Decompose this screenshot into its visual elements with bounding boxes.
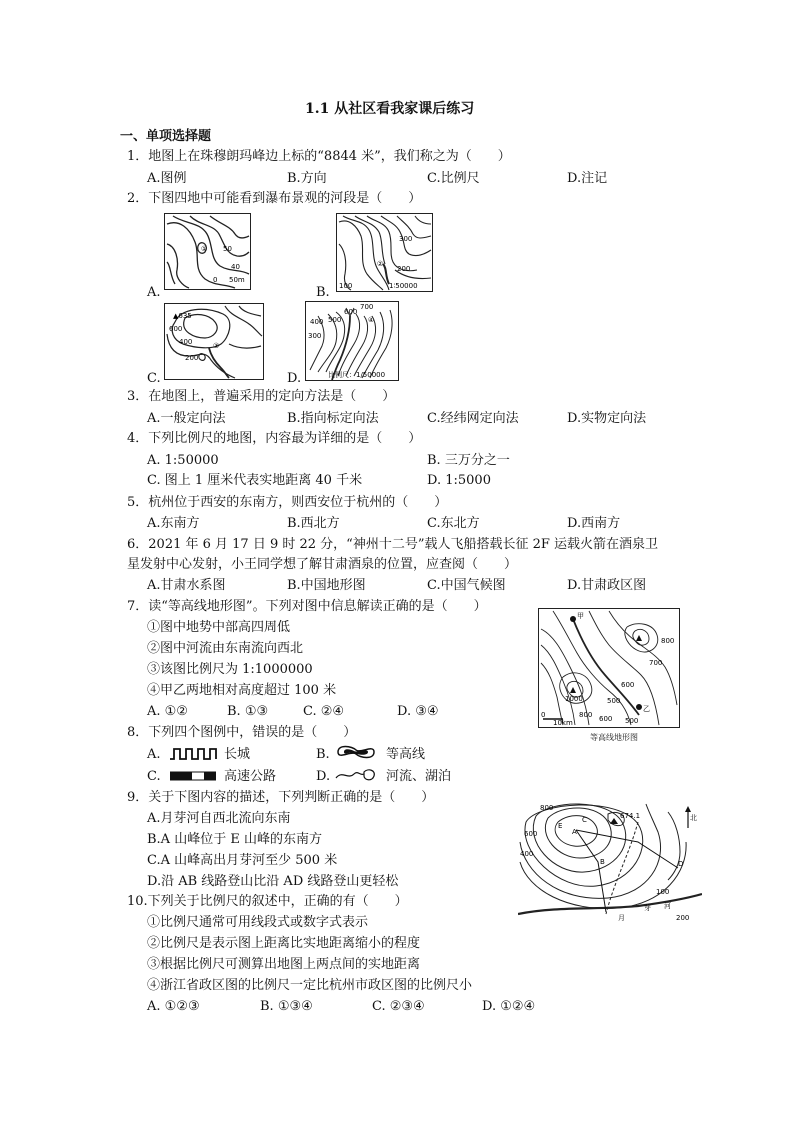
- question-7-stem: 7．读“等高线地形图”。下列对图中信息解读正确的是（ ）: [127, 599, 487, 614]
- q7-point-jia: [570, 616, 576, 622]
- q4-option-c[interactable]: C. 图上 1 厘米代表实地距离 40 千米: [147, 473, 363, 488]
- q9-label-400: 400: [520, 850, 534, 858]
- q6-option-d[interactable]: D.甘肃政区图: [567, 578, 647, 593]
- map-b-mark: ②: [377, 260, 384, 268]
- question-6-stem-line1: 6．2021 年 6 月 17 日 9 时 22 分，“神州十二号”载人飞船搭载长征 2F 运载火箭在酒泉卫: [127, 537, 659, 552]
- map-d-label-700: 700: [360, 303, 374, 311]
- q7-peak-triangle-1: [636, 635, 642, 641]
- q7-label-700: 700: [649, 659, 663, 667]
- q7-option-d[interactable]: D. ③④: [397, 704, 439, 719]
- question-10-stem: 10.下列关于比例尺的叙述中，正确的有（ ）: [127, 894, 408, 909]
- q5-option-c[interactable]: C.东北方: [427, 516, 480, 531]
- q10-option-b[interactable]: B. ①③④: [260, 999, 313, 1014]
- q10-item-1: ①比例尺通常可用线段式或数字式表示: [147, 915, 369, 930]
- question-9-stem: 9．关于下图内容的描述，下列判断正确的是（ ）: [127, 790, 435, 805]
- q9-label-100: 100: [656, 888, 670, 896]
- q9-option-a[interactable]: A.月芽河自西北流向东南: [147, 811, 291, 826]
- q7-option-b[interactable]: B. ①③: [227, 704, 269, 719]
- map-a-label-40: 40: [231, 263, 240, 271]
- q7-contour-map: [538, 608, 680, 728]
- q10-option-d[interactable]: D. ①②④: [482, 999, 536, 1014]
- q3-option-a[interactable]: A.一般定向法: [147, 411, 226, 426]
- q8-a-text: 长城: [224, 747, 251, 762]
- q10-item-3: ③根据比例尺可测算出地图上两点间的实地距离: [147, 957, 421, 972]
- contour-map-d: [305, 301, 399, 381]
- q7-option-c[interactable]: C. ②④: [303, 704, 345, 719]
- q8-option-a[interactable]: A.: [147, 747, 161, 762]
- map-c-mark: ③: [213, 342, 220, 350]
- q10-item-4: ④浙江省政区图的比例尺一定比杭州市政区图的比例尺小: [147, 978, 473, 993]
- q9-option-b[interactable]: B.A 山峰位于 E 山峰的东南方: [147, 832, 322, 847]
- q3-option-d[interactable]: D.实物定向法: [567, 411, 647, 426]
- map-c-label-635: ▲635: [173, 312, 192, 320]
- q6-option-b[interactable]: B.中国地形图: [287, 578, 366, 593]
- q8-option-b[interactable]: B.: [316, 747, 330, 762]
- q7-scale-10km: 10km: [553, 719, 573, 727]
- q7-label-500b: 500: [625, 717, 639, 725]
- map-d-label-600: 600: [344, 308, 358, 316]
- q8-c-text: 高速公路: [224, 769, 277, 784]
- highway-symbol: [170, 771, 216, 781]
- map-d-mark: ④: [368, 316, 375, 324]
- q3-option-c[interactable]: C.经纬网定向法: [427, 411, 519, 426]
- map-d-label-300: 300: [308, 332, 322, 340]
- q8-b-text: 等高线: [386, 747, 426, 762]
- river-lake-symbol: [334, 766, 378, 784]
- q1-option-c[interactable]: C.比例尺: [427, 171, 480, 186]
- map-a-mark: ①: [201, 245, 208, 253]
- q7-label-1000: 1000: [565, 695, 583, 703]
- map-b-label-100: 100: [339, 282, 353, 290]
- q9-route-ad: [576, 830, 678, 868]
- question-8-stem: 8．下列四个图例中，错误的是（ ）: [127, 725, 357, 740]
- q9-label-b: B: [600, 858, 605, 866]
- q7-map-caption: 等高线地形图: [590, 733, 638, 742]
- q1-option-b[interactable]: B.方向: [287, 171, 327, 186]
- q5-option-a[interactable]: A.东南方: [147, 516, 200, 531]
- question-3-stem: 3．在地图上，普遍采用的定向方法是（ ）: [127, 389, 396, 404]
- q7-label-600: 600: [621, 681, 635, 689]
- q1-option-d[interactable]: D.注记: [567, 171, 608, 186]
- q7-item-1: ①图中地势中部高四周低: [147, 620, 291, 635]
- map-a-label-0: 0: [213, 276, 218, 284]
- map-a-label-50: 50: [223, 245, 232, 253]
- map-b-label-300: 300: [399, 235, 413, 243]
- q7-label-500: 500: [607, 697, 621, 705]
- q5-option-b[interactable]: B.西北方: [287, 516, 340, 531]
- q3-option-b[interactable]: B.指向标定向法: [287, 411, 379, 426]
- question-2-stem: 2．下图四地中可能看到瀑布景观的河段是（ ）: [127, 191, 422, 206]
- question-6-stem-line2: 星发射中心发射，小王同学想了解甘肃酒泉的位置，应查阅（ ）: [127, 557, 518, 572]
- q6-option-a[interactable]: A.甘肃水系图: [147, 578, 226, 593]
- q7-label-800b: 800: [579, 711, 593, 719]
- q4-option-d[interactable]: D. 1:5000: [427, 473, 491, 488]
- q9-river-yue: 月: [618, 914, 625, 922]
- map-c-label-200: 200: [185, 354, 199, 362]
- q7-peak-triangle-2: [570, 687, 576, 693]
- q9-label-e: E: [558, 822, 563, 830]
- map-d-label-400: 400: [310, 318, 324, 326]
- q8-option-c[interactable]: C.: [147, 769, 161, 784]
- question-5-stem: 5．杭州位于西安的东南方，则西安位于杭州的（ ）: [127, 495, 448, 510]
- map-d-scale: 比例尺：1/50000: [328, 371, 386, 379]
- q9-label-c: C: [582, 816, 587, 824]
- contour-map-a: [164, 213, 251, 290]
- page-title: 1.1 从社区看我家课后练习: [305, 101, 475, 117]
- q9-label-d: D: [678, 860, 684, 868]
- q1-option-a[interactable]: A.图例: [147, 171, 187, 186]
- question-1-stem: 1．地图上在珠穆朗玛峰边上标的“8844 米”，我们称之为（ ）: [127, 149, 511, 164]
- question-4-stem: 4．下列比例尺的地图，内容最为详细的是（ ）: [127, 431, 422, 446]
- q9-option-c[interactable]: C.A 山峰高出月芽河至少 500 米: [147, 853, 338, 868]
- q2-option-b[interactable]: B.: [316, 285, 330, 300]
- q7-item-4: ④甲乙两地相对高度超过 100 米: [147, 683, 337, 698]
- q7-label-800a: 800: [661, 637, 675, 645]
- q7-option-a[interactable]: A. ①②: [147, 704, 188, 719]
- contour-map-b: [336, 213, 433, 292]
- q10-option-c[interactable]: C. ②③④: [372, 999, 425, 1014]
- q9-river-he: 河: [664, 902, 671, 910]
- q4-option-b[interactable]: B. 三万分之一: [427, 453, 510, 468]
- q7-scale-0: 0: [541, 711, 546, 719]
- q9-label-600: 600: [524, 830, 538, 838]
- section-heading: 一、单项选择题: [120, 129, 212, 144]
- great-wall-symbol: [170, 747, 218, 761]
- q2-option-a[interactable]: A.: [147, 285, 161, 300]
- q2-option-c[interactable]: C.: [147, 371, 161, 386]
- q7-label-yi: 乙: [643, 705, 650, 713]
- q6-option-c[interactable]: C.中国气候图: [427, 578, 506, 593]
- q9-north-label: 北: [690, 814, 697, 822]
- q9-river-ya: 芽: [644, 904, 651, 912]
- map-b-scale: 1∶50000: [389, 282, 418, 290]
- map-a-label-50m: 50m: [229, 276, 245, 284]
- q9-option-d[interactable]: D.沿 AB 线路登山比沿 AD 线路登山更轻松: [147, 874, 399, 889]
- q7-label-jia: 甲: [577, 612, 584, 620]
- q7-label-600b: 600: [599, 715, 613, 723]
- q9-label-a: A: [572, 828, 577, 836]
- q7-item-2: ②图中河流由东南流向西北: [147, 641, 304, 656]
- q8-d-text: 河流、湖泊: [386, 769, 452, 784]
- q7-point-yi: [636, 704, 642, 710]
- q5-option-d[interactable]: D.西南方: [567, 516, 621, 531]
- map-b-label-200: 200: [397, 265, 411, 273]
- q7-item-3: ③该图比例尺为 1:1000000: [147, 662, 313, 677]
- q4-option-a[interactable]: A. 1:50000: [147, 453, 219, 468]
- north-arrow-head-icon: [685, 806, 691, 812]
- contour-map-c: [164, 303, 264, 380]
- contour-symbol: [334, 742, 378, 762]
- map-d-label-500: 500: [328, 316, 342, 324]
- q10-option-a[interactable]: A. ①②③: [147, 999, 200, 1014]
- q2-option-d[interactable]: D.: [287, 371, 302, 386]
- q9-label-800: 800: [540, 804, 554, 812]
- q8-option-d[interactable]: D.: [316, 769, 331, 784]
- q10-item-2: ②比例尺是表示图上距离比实地距离缩小的程度: [147, 936, 421, 951]
- q9-peak-triangle: [610, 818, 618, 824]
- q9-label-height: 674.1: [620, 812, 641, 820]
- q9-contour-map: [518, 802, 702, 924]
- q9-label-200: 200: [676, 914, 690, 922]
- map-c-label-400: 400: [179, 338, 193, 346]
- map-c-label-600: 600: [169, 325, 183, 333]
